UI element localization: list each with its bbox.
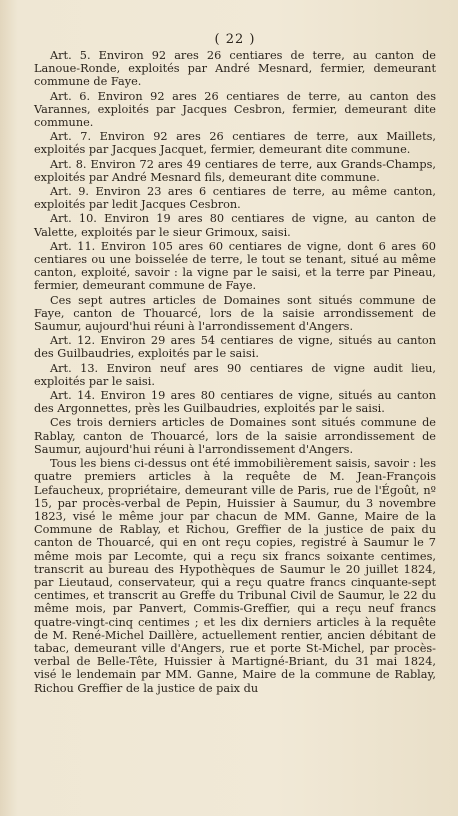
page-number: ( 22 ) bbox=[214, 32, 256, 47]
paragraph-seizure-details: Tous les biens ci-dessus ont été immobilièrement saisis, savoir : les quatre premiers articles à la requête de M. Jean-François Lefaucheux, propriétaire, demeurant ville de Paris, rue de l'Égoût, nº 15, par procès-verbal de Pepin, Huissier à Saumur, du 3 novembre 1823, visé le même jour par chacun de MM. Ganne, Maire de la Commune de Rablay, et Richou, Greffier de la justice de paix du canton de Thouarcé, qui en ont reçu copies, registré à Saumur le 7 même mois par Lecomte, qui a reçu six francs soixante centimes, transcrit au bureau des Hypothèques de Saumur le 20 juillet 1824, par Lieutaud, conservateur, qui a reçu quatre francs cinquante-sept centimes, et transcrit au Greffe du Tribunal Civil de Saumur, le 22 du même mois, par Panvert, Commis-Greffier, qui a reçu neuf francs quatre-vingt-cinq centimes ; et les dix derniers articles à la requête de M. René-Michel Daillère, actuellement rentier, ancien débitant de tabac, demeurant ville d'Angers, rue et porte St-Michel, par procès-verbal de Belle-Tête, Huissier à Martigné-Briant, du 31 mai 1824, visé le lendemain par MM. Ganne, Maire de la commune de Rablay, Richou Greffier de la justice de paix du bbox=[34, 457, 436, 695]
paragraph-art-11: Art. 11. Environ 105 ares 60 centiares de vigne, dont 6 ares 60 centiares ou une boisselée de terre, le tout se tenant, situé au même canton, exploité, savoir : la vigne par le saisi, et la terre par Pineau, fermier, demeurant commune de Faye. bbox=[34, 239, 436, 293]
paragraph-art-8: Art. 8. Environ 72 ares 49 centiares de terre, aux Grands-Champs, exploités par André Mesnard fils, demeurant dite commune. bbox=[34, 157, 436, 184]
paragraph-art-9: Art. 9. Environ 23 ares 6 centiares de terre, au même canton, exploités par ledit Jacques Cesbron. bbox=[34, 185, 436, 212]
paragraph-summary-rablay: Ces trois derniers articles de Domaines sont situés commune de Rablay, canton de Thouarcé, lors de la saisie arrondissement de Saumur, aujourd'hui réuni à l'arrondissement d'Angers. bbox=[34, 416, 436, 456]
body-text bbox=[34, 49, 436, 695]
paragraph-art-5: Art. 5. Environ 92 ares 26 centiares de terre, au canton de Lanoue-Ronde, exploités par André Mesnard, fermier, demeurant commune de Faye. bbox=[34, 49, 436, 89]
paragraph-art-6: Art. 6. Environ 92 ares 26 centiares de terre, au canton des Varannes, exploités par Jacques Cesbron, fermier, demeurant dite commune. bbox=[34, 89, 436, 130]
paragraph-summary-faye: Ces sept autres articles de Domaines sont situés commune de Faye, canton de Thouarcé, lors de la saisie arrondissement de Saumur, aujourd'hui réuni à l'arrondissement d'Angers. bbox=[34, 293, 436, 334]
paragraph-art-7: Art. 7. Environ 92 ares 26 centiares de terre, aux Maillets, exploités par Jacques Jacquet, fermier, demeurant dite commune. bbox=[34, 130, 436, 157]
paragraph-art-13: Art. 13. Environ neuf ares 90 centiares de vigne audit lieu, exploités par le saisi. bbox=[34, 361, 436, 388]
paragraph-art-12: Art. 12. Environ 29 ares 54 centiares de vigne, situés au canton des Guilbaudries, exploités par le saisi. bbox=[34, 334, 436, 361]
paragraph-art-14: Art. 14. Environ 19 ares 80 centiares de vigne, situés au canton des Argonnettes, près les Guilbaudries, exploités par le saisi. bbox=[34, 389, 436, 416]
paragraph-art-10: Art. 10. Environ 19 ares 80 centiares de vigne, au canton de Valette, exploités par le sieur Grimoux, saisi. bbox=[34, 212, 436, 239]
